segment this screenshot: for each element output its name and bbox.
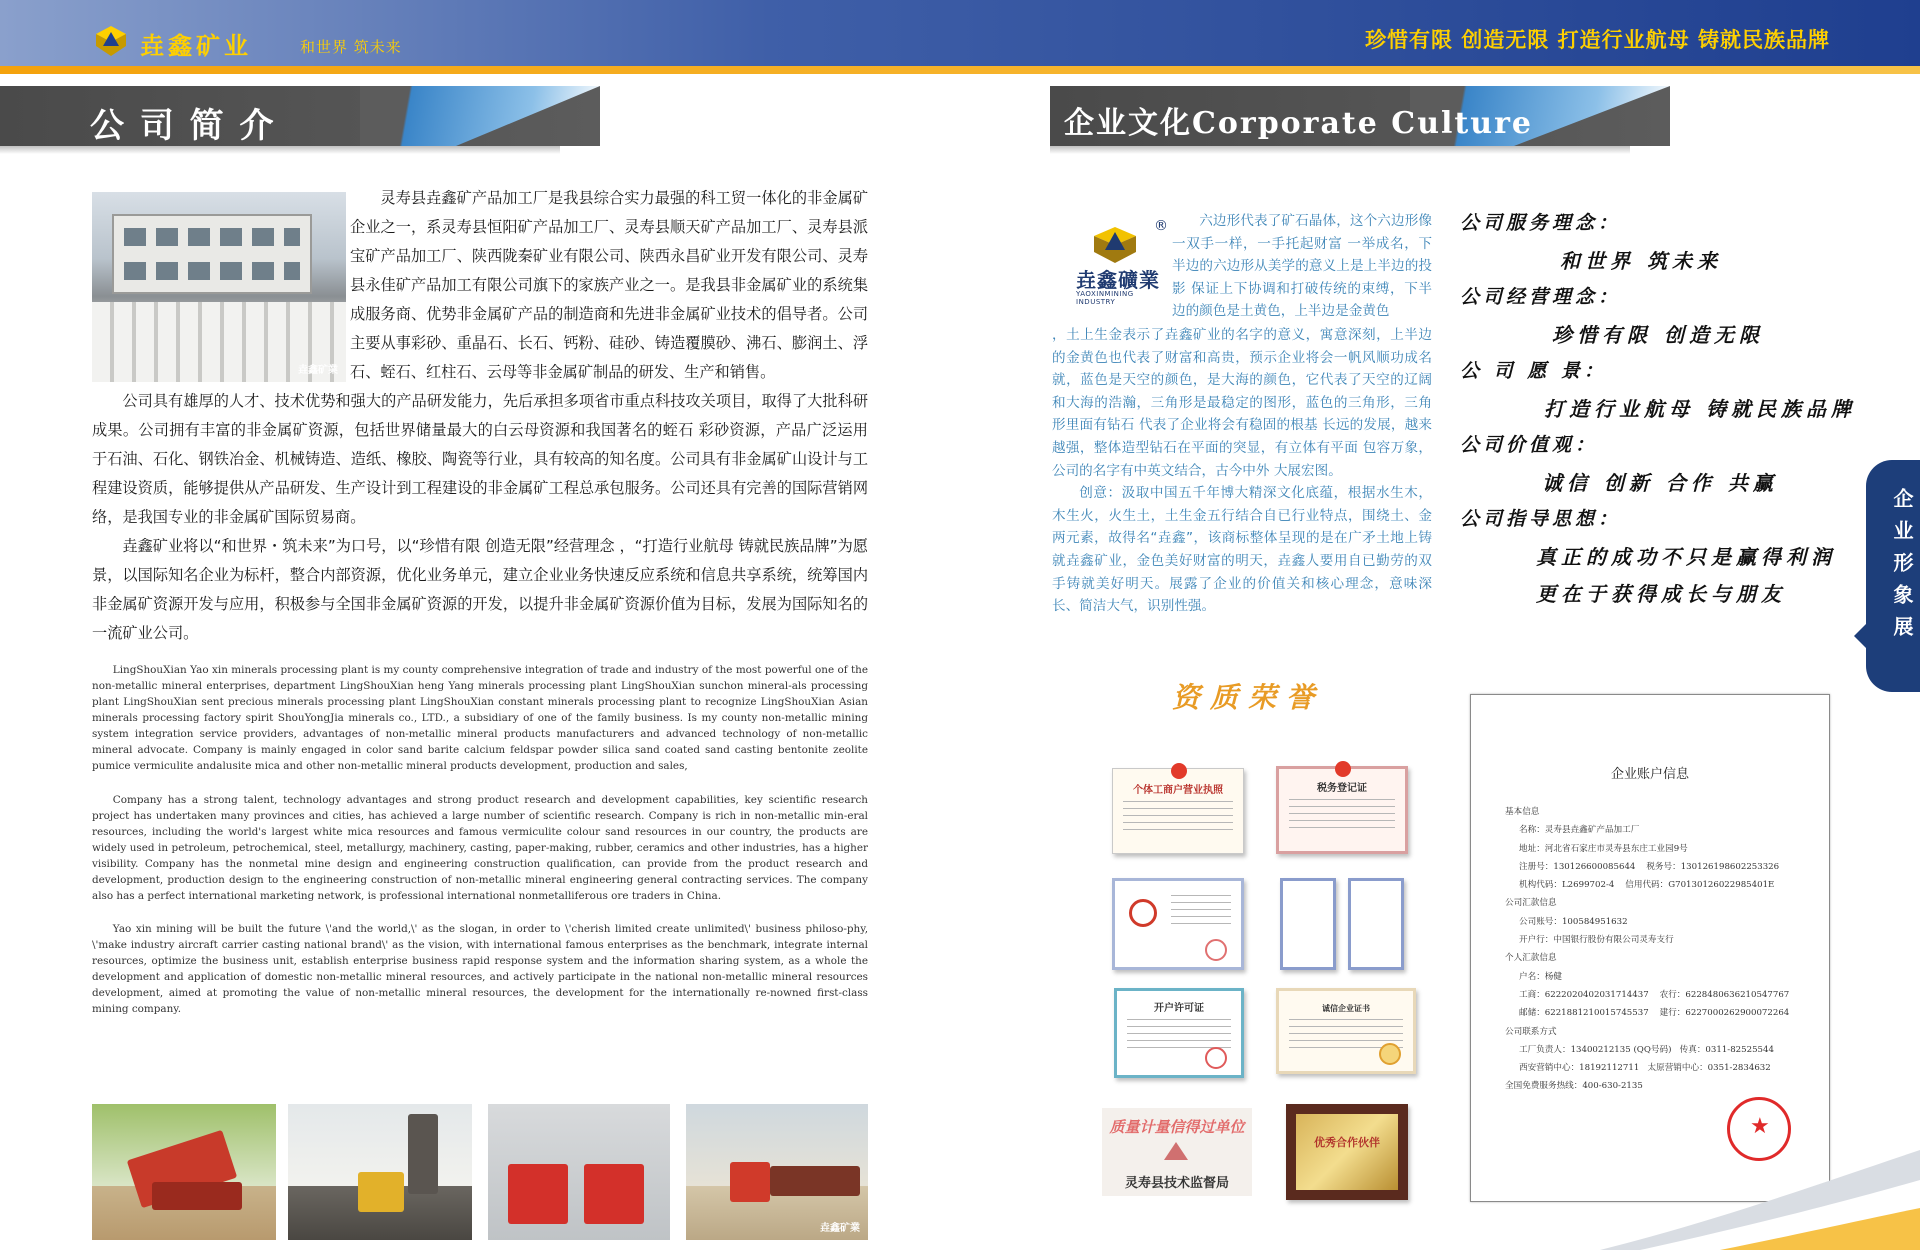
- loader-photo: [288, 1104, 472, 1240]
- factory-photo: [92, 192, 346, 382]
- intro-paragraph-2: 公司具有雄厚的人才、技术优势和强大的产品研发能力，先后承担多项省市重点科技攻关项目，取得了大批科研成果。公司拥有丰富的非金属矿资源，包括世界储量最大的白云母资源和我国著名的蛭石 彩砂资源，产品广泛运用于石油、石化、钢铁冶金、机械铸造、造纸、橡胶、陶瓷等行业，具有较高的知名度。公司具有非金属矿山设计与工程建设资质，能够提供从产品研发、生产设计到工程建设的非金属矿工程总承包服务。公司还具有完善的国际营销网络，是我国专业的非金属矿国际贸易商。: [92, 392, 868, 526]
- dump-truck-photo: [92, 1104, 276, 1240]
- corporate-culture-header-shadow: [1050, 146, 1630, 154]
- culture-logo: [1072, 218, 1168, 306]
- operations-photos: [92, 1104, 868, 1240]
- code-certificate: [1112, 878, 1244, 970]
- photo-watermark: 垚鑫矿業: [298, 365, 338, 376]
- corporate-culture-title: 企业文化Corporate Culture: [1064, 106, 1533, 141]
- top-slogan: 珍惜有限 创造无限 打造行业航母 铸就民族品牌: [1365, 28, 1830, 52]
- philosophy-service: 公司服务理念： 和世界 筑未来: [1460, 212, 1722, 273]
- logo-meaning-text: ，土上生金表示了垚鑫矿业的名字的意义，寓意深刻，上半边的金黄色也代表了财富和高贵，预示企业将会一帆风顺功成名就，蓝色是天空的颜色，是大海的颜色，它代表了天空的辽阔和大海的浩瀚，三角形是最稳定的图形，蓝色的三角形，三角形里面有钻石 代表了企业将会有稳固的根基 长远的发展，越来越强，整体造型钻石在平面的突显，有立体有平面 包容万象，公司的名字有中英文结合，古今中外 大展宏图。: [1052, 327, 1432, 479]
- enterprise-account-info: [1470, 694, 1830, 1202]
- metrology-award-cert: 质量计量信得过单位 灵寿县技术监督局: [1102, 1108, 1252, 1196]
- warehouse-trucks-photo: [488, 1104, 670, 1240]
- logo-creative-text: 创意：汲取中国五千年博大精深文化底蕴，根据水生木，木生火，火生土，土生金五行结合自已行业特点，围绕土、金两元素，故得名“垚鑫”，该商标整体呈现的是在广矛土地上铸就垚鑫矿业，金色美好财富的明天，垚鑫人要用自已勤劳的双手铸就美好明天。展露了企业的价值关和核心理念，意味深长、简洁大气，识别性强。: [1052, 485, 1432, 615]
- english-paragraph-3: Yao xin mining will be built the future \'and the world,\' as the slogan, in order to \'cherish limited create unlimited\' business philoso-phy, \'make industry aircraft carrier casting national brand\' as the vision, with international famous enterprises as the benchmark, integrate internal resources, optimize the business unit, establish enterprise business rapid response system and the information sharing system, as a whole the development and application of domestic non-metallic mineral resources, and actively participate in the national non-metallic mineral resources development, aimed at promoting the value of non-metallic mineral resources, the development for the internationally re-nowned first-class mining company.: [92, 923, 868, 1015]
- account-info-body: 基本信息 名称：灵寿县垚鑫矿产品加工厂 地址：河北省石家庄市灵寿县东庄工业园9号 注册号：130126600085644 税务号：130126198602253326 机构代码：L2699702-4 信用代码：G70130126022985401E 公司汇款信息 公司账号：100584951632 开户行：中国银行股份有限公司灵寿支行 个人汇款信息 户名：杨健 工商：6222020402031714437 农行：6228480636210547767 邮储：6221881210015745537 建行：6227000262900072264 公司联系方式 工厂负责人：13400212135 (QQ号码) 传真：0311-82525544 西安营销中心：18192112711 太原营销中心：0351-2834632 全国免费服务热线：400-630-2135: [1505, 807, 1790, 1092]
- logo-english-name: YAOXINMINING INDUSTRY: [1076, 290, 1134, 306]
- enterprise-image-tab[interactable]: [1866, 460, 1920, 692]
- banner-white-stripe: [0, 74, 1920, 78]
- english-paragraph-2: Company has a strong talent, technology advantages and strong product research and development capabilities, key scientific research project has undertaken many provinces and cities, has achieved a large number of scientific research. Company is rich in non-metallic min-eral resources, including the world's largest white mica resources and famous vermiculite colour sand resources in our country, the products are widely used in petroleum, petrochemical, steel, metallurgy, machinery, casting, paper-making, rubber, ceramics and other industries, has a higher visibility. Company has the nonmetal mine design and engineering construction qualification, can provide from the product research and development, production design to the engineering construction of non-metallic mineral engineering general contracting services. The company also has a perfect international marketing network, is professional international nonmetalliferous ore traders in China.: [92, 794, 868, 902]
- company-intro-header: [0, 86, 600, 146]
- company-intro-header-shadow: [0, 146, 560, 154]
- philosophy-guiding: 公司指导思想： 真正的成功不只是赢得利润 更在于获得成长与朋友: [1460, 508, 1836, 606]
- enterprise-image-tab-label: 企业形象展: [1890, 488, 1914, 648]
- intro-paragraphs: [92, 387, 868, 648]
- company-logo-icon: [92, 24, 130, 58]
- logo-meaning-intro: 六边形代表了矿石晶体，这个六边形像一双手一样，一手托起财富 一举成名，下半边的六边形从美学的意义上是上半边的投影 保证上下协调和打破传统的束缚，下半边的颜色是土黄色，上半边是金黄色: [1172, 213, 1432, 320]
- corner-swoosh-decoration: [1600, 1130, 1920, 1250]
- philosophy-business: 公司经营理念： 珍惜有限 创造无限: [1460, 286, 1764, 347]
- honors-title: 资质荣誉: [1172, 681, 1325, 714]
- english-paragraph-1: LingShouXian Yao xin minerals processing plant is my county comprehensive integration of trade and industry of the most powerful one of the non-metallic mineral enterprises, department LingShouXian heng Yang minerals processing plant LingShouXian sunchon mineral-als processing plant LingShouXian sent precious minerals processing plant LingShouXian constant minerals processing plant to recognize LingShouXian Asian minerals processing factory spirit ShouYongJia minerals co., LTD., a subsidiary of one of the family business. Is my county non-metallic mining system integration service providers, advantages of non-metallic mineral products manufacturers and advanced technology of non-metallic mineral advocate. Company is mainly engaged in color sand barite calcium feldspar powder silica sand coated sand casting bentonite zeolite pumice vermiculite andalusite mica and other non-metallic mineral products development, production and sales,: [92, 664, 868, 772]
- logo-chinese-name: 垚鑫礦業: [1076, 268, 1160, 292]
- logo-meaning-body: [1052, 324, 1432, 618]
- bank-account-permit-cert: 开户许可证: [1114, 988, 1244, 1078]
- tax-registration-cert: 税务登记证: [1276, 766, 1408, 854]
- corporate-culture-header: [1050, 86, 1670, 146]
- account-info-title: 企业账户信息: [1610, 767, 1689, 782]
- truck-convoy-photo: [686, 1104, 868, 1240]
- brand-motto: 和世界 筑未来: [300, 38, 402, 56]
- registered-mark: ®: [1154, 218, 1168, 234]
- philosophy-values: 公司价值观： 诚信 创新 合作 共赢: [1460, 434, 1778, 495]
- photo-watermark: 垚鑫矿業: [820, 1223, 860, 1234]
- factory-building: [112, 214, 312, 294]
- company-intro-title: 公 司 简 介: [90, 106, 276, 146]
- company-philosophy: [1460, 208, 1870, 606]
- credit-enterprise-cert: 诚信企业证书: [1276, 988, 1416, 1074]
- banner-gold-stripe: [0, 66, 1920, 74]
- intro-paragraph-1: 灵寿县垚鑫矿产品加工厂是我县综合实力最强的科工贸一体化的非金属矿企业之一，系灵寿县恒阳矿产品加工厂、灵寿县顺天矿产品加工厂、灵寿县派宝矿产品加工厂、陕西陇秦矿业有限公司、陕西永昌矿业开发有限公司、灵寿县永佳矿产品加工有限公司旗下的家族产业之一。是我县非金属矿业的系统集成服务商、优势非金属矿产品的制造商和先进非金属矿业技术的倡导者。公司主要从事彩砂、重晶石、长石、钙粉、硅砂、铸造覆膜砂、沸石、膨润土、浮石、蛭石、红柱石、云母等非金属矿制品的研发、生产和销售。: [350, 189, 868, 381]
- partner-plaque: 优秀合作伙伴: [1286, 1104, 1408, 1200]
- hexagon-logo-icon: [1092, 226, 1138, 264]
- philosophy-vision: 公 司 愿 景： 打造行业航母 铸就民族品牌: [1460, 360, 1856, 421]
- org-code-certificates: [1276, 878, 1408, 970]
- brand-name: 垚鑫矿业: [140, 32, 252, 60]
- intro-paragraph-3: 垚鑫矿业将以“和世界・筑未来”为口号，以“珍惜有限 创造无限”经营理念 ，“打造行业航母 铸就民族品牌”为愿景，以国际知名企业为标杆，整合内部资源，优化业务单元，建立企业业务快速反应系统和信息共享系统，统筹国内非金属矿资源开发与应用，积极参与全国非金属矿资源的开发，以提升非金属矿资源价值为目标，发展为国际知名的一流矿业公司。: [92, 537, 868, 642]
- business-license-cert: 个体工商户营业执照: [1112, 768, 1244, 854]
